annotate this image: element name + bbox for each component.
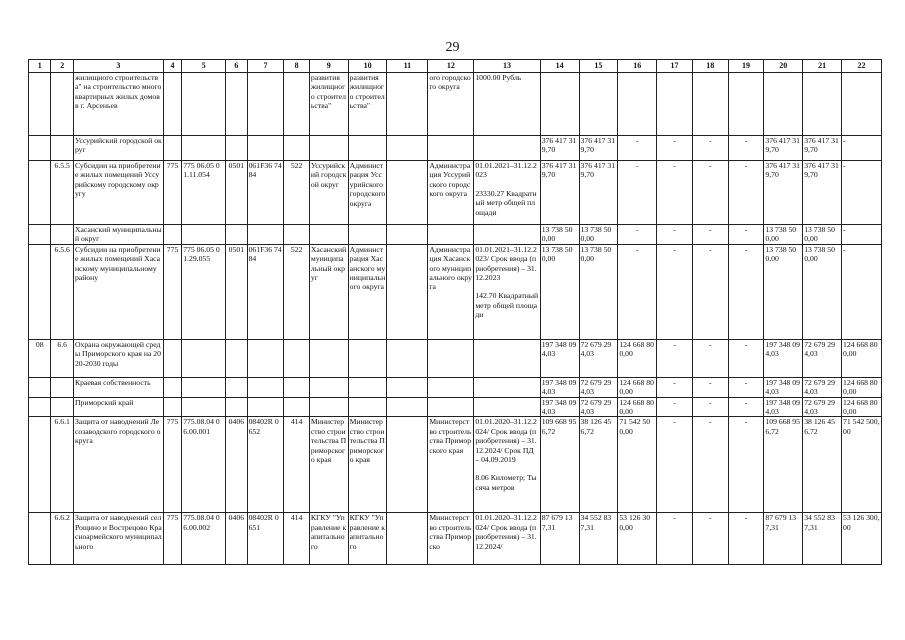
table-cell: 775 [163, 244, 181, 339]
table-cell: - [692, 225, 728, 245]
table-cell [284, 73, 310, 136]
table-cell [247, 377, 284, 397]
table-cell [247, 397, 284, 417]
table-cell: 72 679 294,03 [803, 339, 842, 377]
table-row [29, 244, 882, 339]
table-cell: Администрация Уссурийского городского округа [428, 161, 474, 225]
table-cell [29, 136, 51, 161]
table-cell: 376 417 319,70 [803, 161, 842, 225]
table-cell [226, 136, 247, 161]
table-cell: 34 552 837,31 [803, 513, 842, 565]
budget-table [28, 59, 882, 565]
table-cell: - [842, 161, 882, 225]
table-cell: 13 738 500,00 [803, 225, 842, 245]
table-cell: 197 348 094,03 [764, 397, 803, 417]
table-cell [182, 136, 226, 161]
table-cell [387, 417, 428, 513]
table-cell: 197 348 094,03 [540, 377, 579, 397]
table-cell: 061F36 7484 [247, 244, 284, 339]
table-cell: 01.01.2020–31.12.2024/ Срок ввода (приобретения) – 31.12.2024/ [474, 513, 540, 565]
table-cell: - [728, 417, 764, 513]
table-cell: - [692, 161, 728, 225]
table-cell [29, 73, 51, 136]
table-cell: 376 417 319,70 [579, 161, 618, 225]
table-cell: 72 679 294,03 [803, 397, 842, 417]
table-cell: 08402R 0652 [247, 417, 284, 513]
table-cell: 522 [284, 161, 310, 225]
table-cell: 124 668 800,00 [842, 339, 882, 377]
table-cell [284, 397, 310, 417]
table-cell: 53 126 300,00 [842, 513, 882, 565]
table-cell: - [728, 339, 764, 377]
table-cell: - [657, 339, 693, 377]
table-cell: - [692, 339, 728, 377]
table-cell: 6.5.5 [51, 161, 73, 225]
table-cell [387, 397, 428, 417]
table-cell: 53 126 300,00 [618, 513, 657, 565]
table-cell [29, 513, 51, 565]
table-cell [29, 225, 51, 245]
table-row [29, 161, 882, 225]
cell-text-part: 01.01.2020–31.12.2024/ Срок ввода (приобретения) – 31.12.2024/ Срок ПД – 04.09.2019 [475, 417, 537, 465]
table-cell: 08402R 0651 [247, 513, 284, 565]
table-cell: 414 [284, 417, 310, 513]
table-cell [387, 225, 428, 245]
table-cell [348, 397, 387, 417]
table-cell [182, 339, 226, 377]
header-cell: 2 [51, 60, 73, 73]
table-cell [51, 136, 73, 161]
table-cell: 197 348 094,03 [540, 339, 579, 377]
table-cell: - [842, 225, 882, 245]
table-cell [247, 339, 284, 377]
table-cell [182, 73, 226, 136]
header-cell: 12 [428, 60, 474, 73]
table-cell: - [657, 161, 693, 225]
table-cell: - [728, 244, 764, 339]
table-cell [474, 417, 540, 513]
table-cell: Хасанский муниципальный округ [309, 244, 348, 339]
table-row [29, 513, 882, 565]
table-cell: 376 417 319,70 [540, 136, 579, 161]
table-cell: 13 738 500,00 [540, 244, 579, 339]
header-cell: 14 [540, 60, 579, 73]
table-cell: 13 738 500,00 [764, 244, 803, 339]
table-cell: 13 738 500,00 [764, 225, 803, 245]
table-cell: Защита от наводнений Лесозаводского городского округа [73, 417, 163, 513]
table-cell [348, 225, 387, 245]
table-cell: 775 06.05 01.29.055 [182, 244, 226, 339]
header-cell: 8 [284, 60, 310, 73]
table-cell [428, 339, 474, 377]
table-cell: 72 679 294,03 [579, 339, 618, 377]
table-cell: Приморский край [73, 397, 163, 417]
table-cell: 775.08.04 06.00.001 [182, 417, 226, 513]
table-cell [182, 377, 226, 397]
table-cell: - [657, 513, 693, 565]
table-cell [309, 377, 348, 397]
table-cell [764, 73, 803, 136]
table-cell: Субсидии на приобретение жилых помещений Уссурийскому городскому округу [73, 161, 163, 225]
header-cell: 11 [387, 60, 428, 73]
table-cell [387, 161, 428, 225]
table-cell: 775.08.04 06.00.002 [182, 513, 226, 565]
table-cell: 13 738 500,00 [803, 244, 842, 339]
table-cell: 124 668 800,00 [618, 339, 657, 377]
table-cell: - [657, 136, 693, 161]
header-cell: 3 [73, 60, 163, 73]
table-cell [163, 73, 181, 136]
table-cell: - [692, 513, 728, 565]
table-cell: - [728, 513, 764, 565]
table-cell: 197 348 094,03 [764, 339, 803, 377]
header-cell: 18 [692, 60, 728, 73]
table-cell [284, 136, 310, 161]
table-cell: Министерство строительства Приморского края [428, 417, 474, 513]
table-cell [428, 136, 474, 161]
table-cell [51, 397, 73, 417]
table-cell: 0501 [226, 161, 247, 225]
table-cell: Администрация Хасанского муниципального округа [348, 244, 387, 339]
table-cell: 775 06.05 01.11.054 [182, 161, 226, 225]
table-cell: 38 126 456,72 [803, 417, 842, 513]
table-cell [657, 73, 693, 136]
table-cell [348, 339, 387, 377]
table-cell [247, 136, 284, 161]
cell-text-part: 23330.27 Квадратный метр общей площади [475, 188, 537, 217]
table-cell [803, 73, 842, 136]
table-cell [226, 73, 247, 136]
table-cell: 109 668 956,72 [764, 417, 803, 513]
table-row [29, 417, 882, 513]
table-cell: 0406 [226, 513, 247, 565]
table-cell [163, 397, 181, 417]
table-row [29, 73, 882, 136]
table-cell [387, 513, 428, 565]
header-cell: 13 [474, 60, 540, 73]
table-cell [163, 136, 181, 161]
table-cell: 6.6 [51, 339, 73, 377]
header-cell: 10 [348, 60, 387, 73]
table-cell: - [657, 397, 693, 417]
table-cell: Администрация Уссурийского городского округа [348, 161, 387, 225]
header-cell: 21 [803, 60, 842, 73]
table-cell [348, 377, 387, 397]
table-cell: 124 668 800,00 [842, 397, 882, 417]
table-cell [29, 377, 51, 397]
table-cell: 775 [163, 417, 181, 513]
header-cell: 1 [29, 60, 51, 73]
page-number: 29 [445, 40, 460, 55]
table-cell [284, 225, 310, 245]
table-cell [428, 397, 474, 417]
table-cell: - [657, 377, 693, 397]
table-cell: 522 [284, 244, 310, 339]
table-cell: Уссурийский городской округ [309, 161, 348, 225]
table-cell [474, 244, 540, 339]
table-cell [387, 136, 428, 161]
table-cell: 124 668 800,00 [618, 377, 657, 397]
table-cell [309, 225, 348, 245]
table-cell: - [692, 136, 728, 161]
table-cell: 72 679 294,03 [579, 397, 618, 417]
table-cell: 0501 [226, 244, 247, 339]
table-cell: 376 417 319,70 [764, 161, 803, 225]
table-cell [387, 73, 428, 136]
table-cell: - [657, 225, 693, 245]
table-cell: - [728, 161, 764, 225]
table-cell: Администрация Хасанского муниципального округа [428, 244, 474, 339]
table-cell: 197 348 094,03 [764, 377, 803, 397]
table-cell [428, 377, 474, 397]
table-cell: 775 [163, 513, 181, 565]
table-cell: Хасанский муниципальный округ [74, 225, 162, 244]
table-cell: - [728, 377, 764, 397]
table-cell [387, 377, 428, 397]
table-cell: - [728, 225, 764, 245]
table-cell [284, 339, 310, 377]
table-cell [29, 417, 51, 513]
table-cell: 87 679 137,31 [540, 513, 579, 565]
header-cell: 15 [579, 60, 618, 73]
table-row [29, 339, 882, 377]
table-cell [428, 225, 474, 245]
table-cell: развития жилищного строительства" [309, 73, 348, 136]
table-cell: 376 417 319,70 [803, 136, 842, 161]
table-cell [226, 377, 247, 397]
cell-text-part: 8.06 Километр; Тысяча метров [475, 473, 537, 492]
header-cell: 7 [247, 60, 284, 73]
table-cell [284, 377, 310, 397]
table-cell: - [657, 417, 693, 513]
table-cell: 13 738 500,00 [579, 244, 618, 339]
table-cell [474, 397, 540, 417]
table-cell: 061F36 7484 [247, 161, 284, 225]
table-cell [163, 225, 181, 245]
table-cell: 414 [284, 513, 310, 565]
table-cell: - [692, 417, 728, 513]
table-cell: Уссурийский городской округ [73, 136, 163, 161]
table-cell: 87 679 137,31 [764, 513, 803, 565]
table-cell: - [842, 136, 882, 161]
table-cell: 376 417 319,70 [764, 136, 803, 161]
table-row [29, 225, 882, 245]
table-cell [247, 225, 284, 245]
table-cell: 34 552 837,31 [579, 513, 618, 565]
table-cell [728, 73, 764, 136]
table-cell: 775 [163, 161, 181, 225]
table-cell: - [618, 244, 657, 339]
table-cell [387, 339, 428, 377]
table-cell: 6.5.6 [51, 244, 73, 339]
table-cell: - [618, 225, 657, 245]
table-cell [226, 397, 247, 417]
table-cell [540, 73, 579, 136]
table-cell: - [692, 377, 728, 397]
header-cell: 22 [842, 60, 882, 73]
table-cell [692, 73, 728, 136]
table-cell [579, 73, 618, 136]
table-cell [51, 73, 73, 136]
table-cell: - [692, 397, 728, 417]
table-cell: 71 542 500,00 [842, 417, 882, 513]
table-cell: - [728, 397, 764, 417]
table-cell: - [842, 244, 882, 339]
table-cell: Краевая собственность [73, 377, 163, 397]
table-cell: 72 679 294,03 [803, 377, 842, 397]
table-header-row [29, 60, 882, 73]
table-cell: 376 417 319,70 [540, 161, 579, 225]
table-cell: 72 679 294,03 [579, 377, 618, 397]
table-cell: Охрана окружающей среды Приморского края на 2020-2030 годы [73, 339, 163, 377]
table-cell [474, 161, 540, 225]
header-cell: 5 [182, 60, 226, 73]
table-cell [247, 73, 284, 136]
table-cell: 197 348 094,03 [540, 397, 579, 417]
table-cell [226, 339, 247, 377]
table-cell: 124 668 800,00 [842, 377, 882, 397]
table-cell [474, 377, 540, 397]
table-cell [29, 161, 51, 225]
table-cell: 71 542 500,00 [618, 417, 657, 513]
table-row [29, 136, 882, 161]
table-cell: 38 126 456,72 [579, 417, 618, 513]
header-cell: 4 [163, 60, 181, 73]
table-cell [163, 339, 181, 377]
table-cell: жилищного строительства" на строительство многоквартирных жилых домов в г. Арсеньев [73, 73, 163, 136]
table-cell: Министерство строительства Приморско [428, 513, 474, 565]
header-cell: 20 [764, 60, 803, 73]
table-row [29, 397, 882, 417]
table-cell: Министерство строительства Приморского края [348, 417, 387, 513]
table-cell [387, 244, 428, 339]
table-cell [309, 339, 348, 377]
table-cell: 109 668 956,72 [540, 417, 579, 513]
table-cell [29, 397, 51, 417]
table-cell [51, 225, 73, 245]
table-cell: КГКУ "Управление капитального [348, 513, 387, 565]
header-cell: 17 [657, 60, 693, 73]
table-cell [29, 244, 51, 339]
table-cell: КГКУ "Управление капитального [309, 513, 348, 565]
table-cell [618, 73, 657, 136]
table-cell: 08 [29, 339, 51, 377]
table-cell [474, 136, 540, 161]
table-cell: - [618, 161, 657, 225]
header-cell: 9 [309, 60, 348, 73]
table-cell: 6.6.2 [51, 513, 73, 565]
table-cell [226, 225, 247, 245]
table-cell: 13 738 500,00 [540, 225, 579, 245]
table-cell: - [657, 244, 693, 339]
table-cell [182, 397, 226, 417]
table-cell: 13 738 500,00 [579, 225, 618, 245]
cell-text-part: 142.70 Квадратный метр общей площади [475, 291, 539, 320]
table-cell [842, 73, 882, 136]
table-cell: - [618, 136, 657, 161]
table-cell: развития жилищного строительства" [348, 73, 387, 136]
cell-text-part: 01.01.2021–31.12.2023 [475, 161, 537, 180]
table-cell: Субсидии на приобретение жилых помещений Хасанскому муниципальному району [73, 244, 163, 339]
table-cell [182, 225, 226, 245]
table-cell [474, 225, 540, 245]
table-cell [51, 377, 73, 397]
table-cell [163, 377, 181, 397]
table-cell: 124 668 800,00 [618, 397, 657, 417]
table-cell: Защита от наводнений сел Рощино и Вострецово Красноармейского муниципального [73, 513, 163, 565]
table-row [29, 377, 882, 397]
table-cell: - [692, 244, 728, 339]
table-cell [474, 339, 540, 377]
table-cell: ого городского округа [428, 73, 474, 136]
cell-text-part: 01.01.2021–31.12.2023/ Срок ввода (приобретения) – 31.12.2023 [475, 244, 537, 283]
table-cell: 0406 [226, 417, 247, 513]
table-cell: 6.6.1 [51, 417, 73, 513]
table-cell: 1000.00 Рубль [474, 73, 540, 136]
header-cell: 16 [618, 60, 657, 73]
table-cell: - [728, 136, 764, 161]
header-cell: 6 [226, 60, 247, 73]
table-cell [348, 136, 387, 161]
table-cell: 376 417 319,70 [579, 136, 618, 161]
table-cell [309, 136, 348, 161]
table-cell: Министерство строительства Приморского края [309, 417, 348, 513]
table-cell [309, 397, 348, 417]
header-cell: 19 [728, 60, 764, 73]
